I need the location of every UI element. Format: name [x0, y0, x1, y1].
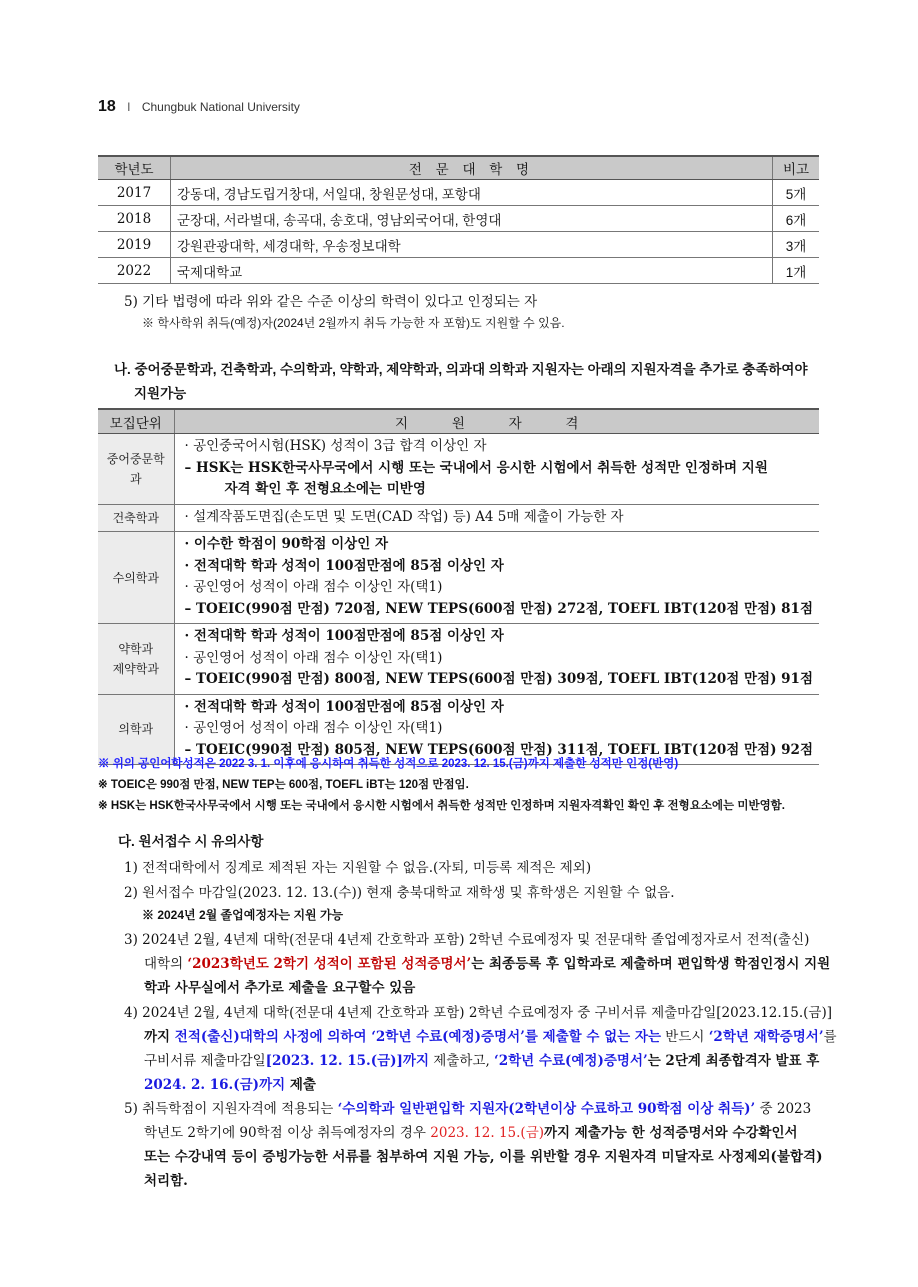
names-cell: 강원관광대학, 세경대학, 우송정보대학	[171, 232, 773, 258]
unit-label: 제약학과	[112, 661, 159, 676]
year-cell: 2022	[98, 258, 171, 284]
count-cell: 5개	[773, 180, 820, 206]
table-row	[98, 434, 819, 505]
requirement-line: · 공인중국어시험(HSK) 성적이 3급 합격 이상인 자	[184, 438, 487, 454]
item-5-note: ※ 학사학위 취득(예정)자(2024년 2월까지 취득 가능한 자 포함)도 지원할 수 있음.	[142, 316, 565, 330]
da-item-4-line1: 4) 2024년 2월, 4년제 대학(전문대 4년제 간호학과 포함) 2학년 수료예정자 중 구비서류 제출마감일[2023.12.15.(금)]	[124, 1005, 832, 1021]
requirement-line: · 전적대학 학과 성적이 100점만점에 85점 이상인 자	[184, 698, 504, 715]
section-na-line1: 나. 중어중문학과, 건축학과, 수의학과, 약학과, 제약학과, 의과대 의학과 지원자는 아래의 지원자격을 추가로 충족하여야	[114, 362, 808, 377]
requirement-line: · 전적대학 학과 성적이 100점만점에 85점 이상인 자	[184, 557, 504, 574]
da-item-5-line4: 처리함.	[144, 1173, 188, 1189]
count-cell: 1개	[773, 258, 820, 284]
requirement-line: – HSK는 HSK한국사무국에서 시행 또는 국내에서 응시한 시험에서 취득한 성적만 인정하며 지원	[184, 459, 768, 476]
unit-label: 의학과	[118, 722, 154, 737]
text-span: 까지 제출가능 한 성적증명서와 수강확인서	[544, 1125, 798, 1141]
text-span: 는 2단계 최종합격자 발표 후	[647, 1053, 820, 1069]
count-cell: 6개	[773, 206, 820, 232]
names-cell: 국제대학교	[171, 258, 773, 284]
unit-label: 약학과	[118, 641, 154, 656]
count-cell: 3개	[773, 232, 820, 258]
text-span: 구비서류 제출마감일	[144, 1053, 266, 1069]
text-span: 학년도 2학기에 90학점 이상 취득예정자의 경우	[144, 1125, 431, 1141]
requirement-line: · 공인영어 성적이 아래 점수 이상인 자(택1)	[184, 579, 443, 595]
table-row	[98, 232, 819, 258]
col-college-names: 전 문 대 학 명	[171, 156, 773, 180]
year-cell: 2017	[98, 180, 171, 206]
text-span: 제출	[285, 1077, 316, 1093]
note-max-scores: ※ TOEIC은 990점 만점, NEW TEP는 600점, TOEFL iBT는 120점 만점임.	[98, 779, 469, 791]
requirement-line: · 설계작품도면집(손도면 및 도면(CAD 작업) 등) A4 5매 제출이 가능한 자	[184, 508, 624, 525]
year-cell: 2018	[98, 206, 171, 232]
table-row	[98, 206, 819, 232]
requirement-cell	[174, 532, 819, 624]
text-span: 대학의	[144, 956, 188, 972]
text-span: 를	[823, 1029, 837, 1045]
section-da-title: 다. 원서접수 시 유의사항	[118, 834, 264, 849]
text-span: [2023. 12. 15.(금)]까지	[265, 1053, 429, 1069]
text-span: 제출하고,	[429, 1053, 495, 1069]
table-row	[98, 180, 819, 206]
requirement-line: – TOEIC(990점 만점) 800점, NEW TEPS(600점 만점) 309점, TOEFL IBT(120점 만점) 91점	[184, 671, 813, 687]
requirement-cell	[174, 624, 819, 695]
unit-cell	[98, 434, 174, 505]
text-span: 까지	[144, 1029, 175, 1045]
university-name: Chungbuk National University	[141, 100, 300, 114]
requirement-cell	[174, 434, 819, 505]
text-span: 중 2023	[755, 1101, 812, 1117]
note-language-score: ※ 위의 공인어학성적은 2022 3. 1. 이후에 응시하여 취득한 성적으로 2023. 12. 15.(금)까지 제출한 성적만 인정(반영)	[98, 758, 679, 770]
unit-cell	[98, 504, 174, 532]
da-item-3-line3: 학과 사무실에서 추가로 제출을 요구할수 있음	[144, 980, 416, 996]
section-na-line2: 지원가능	[134, 386, 187, 401]
da-item-4-line3	[144, 1049, 819, 1069]
text-span: ‘수의학과 일반편입학 지원자(2학년이상 수료하고 90학점 이상 취득)’	[337, 1101, 756, 1117]
table-header-row	[98, 156, 819, 180]
text-span: 는 최종등록 후 입학과로 제출하며 편입학생 학점인정시 지원	[471, 956, 831, 972]
page-header	[98, 98, 300, 116]
requirement-cell	[174, 504, 819, 532]
requirement-line: · 전적대학 학과 성적이 100점만점에 85점 이상인 자	[184, 628, 504, 644]
item-5: 5) 기타 법령에 따라 위와 같은 수준 이상의 학력이 있다고 인정되는 자	[124, 294, 538, 310]
unit-cell	[98, 624, 174, 695]
text-span: 2024. 2. 16.(금)까지	[144, 1077, 286, 1093]
table-row	[98, 504, 819, 532]
da-item-2-note: ※ 2024년 2월 졸업예정자는 지원 가능	[142, 908, 344, 922]
names-cell: 군장대, 서라벌대, 송곡대, 송호대, 영남외국어대, 한영대	[171, 206, 773, 232]
da-item-2: 2) 원서접수 마감일(2023. 12. 13.(수)) 현재 충북대학교 재학생 및 휴학생은 지원할 수 없음.	[124, 885, 675, 901]
requirement-cell	[174, 694, 819, 765]
da-item-5-line3: 또는 수강내역 등이 증빙가능한 서류를 첨부하여 지원 가능, 이를 위반할 경우 지원자격 미달자로 사정제외(불합격)	[144, 1149, 823, 1165]
unit-label: 중어중문학과	[106, 451, 165, 486]
qualification-table	[98, 408, 819, 765]
requirement-line: · 공인영어 성적이 아래 점수 이상인 자(택1)	[184, 649, 443, 666]
col-unit: 모집단위	[98, 409, 174, 434]
da-item-5-line1	[124, 1097, 811, 1117]
text-span: ‘2학년 수료(예정)증명서’	[494, 1053, 648, 1069]
requirement-line: 자격 확인 후 전형요소에는 미반영	[224, 481, 426, 497]
col-year: 학년도	[98, 156, 171, 180]
requirement-line: – TOEIC(990점 만점) 720점, NEW TEPS(600점 만점) 272점, TOEFL IBT(120점 만점) 81점	[184, 600, 813, 617]
da-item-4-line4	[144, 1073, 316, 1093]
text-span: ‘2023학년도 2학기 성적이 포함된 성적증명서’	[187, 956, 472, 972]
requirement-line: – TOEIC(990점 만점) 805점, NEW TEPS(600점 만점) 311점, TOEFL IBT(120점 만점) 92점	[184, 741, 813, 758]
unit-label: 수의학과	[112, 570, 159, 585]
table-row	[98, 624, 819, 695]
unit-label: 건축학과	[112, 510, 159, 525]
unit-cell	[98, 694, 174, 765]
da-item-3-line1: 3) 2024년 2월, 4년제 대학(전문대 4년제 간호학과 포함) 2학년 수료예정자 및 전문대학 졸업예정자로서 전적(출신)	[124, 932, 810, 948]
text-span: 5) 취득학점이 지원자격에 적용되는	[124, 1101, 338, 1117]
table-row	[98, 694, 819, 765]
table-header-row	[98, 409, 819, 434]
page-number: 18	[98, 98, 116, 115]
table-row	[98, 532, 819, 624]
text-span: 반드시	[661, 1029, 709, 1045]
da-item-3-line2	[144, 952, 830, 972]
note-hsk: ※ HSK는 HSK한국사무국에서 시행 또는 국내에서 응시한 시험에서 취득한 성적만 인정하며 지원자격확인 확인 후 전형요소에는 미반영함.	[98, 800, 785, 812]
text-span: ‘2학년 재학증명서’	[708, 1029, 824, 1045]
text-span: 2023. 12. 15.(금)	[430, 1125, 545, 1141]
requirement-line: · 이수한 학점이 90학점 이상인 자	[184, 536, 388, 552]
requirement-line: · 공인영어 성적이 아래 점수 이상인 자(택1)	[184, 720, 443, 736]
unit-cell	[98, 532, 174, 624]
junior-college-table	[98, 155, 819, 284]
col-qualification: 지 원 자 격	[174, 409, 819, 434]
header-separator: I	[127, 100, 131, 114]
year-cell: 2019	[98, 232, 171, 258]
da-item-1: 1) 전적대학에서 징계로 제적된 자는 지원할 수 없음.(자퇴, 미등록 제적은 제외)	[124, 860, 592, 876]
text-span: 전적(출신)대학의 사정에 의하여 ‘2학년 수료(예정)증명서’를 제출할 수 없는 자는	[174, 1029, 662, 1045]
names-cell: 강동대, 경남도립거창대, 서일대, 창원문성대, 포항대	[171, 180, 773, 206]
col-note: 비고	[773, 156, 820, 180]
da-item-5-line2	[144, 1121, 798, 1141]
table-row	[98, 258, 819, 284]
da-item-4-line2	[144, 1025, 837, 1045]
